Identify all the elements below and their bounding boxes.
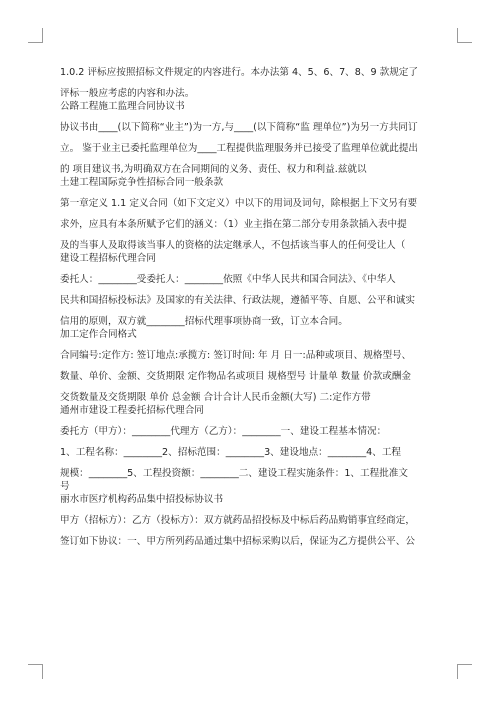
text-line: 签订如下协议：一、甲方所列药品通过集中招标采购以后，保证为乙方提供公平、公	[60, 536, 415, 547]
section-paragraph	[60, 273, 445, 328]
text-line: 委托人：________受委托人：________依照《中华人民共和国合同法》、《中华人	[60, 274, 396, 285]
section-title: 加工定作合同格式	[60, 329, 137, 340]
section-title: 公路工程施工监理合同协议书	[60, 101, 185, 112]
text-line: 交货数量及交货期限 单价 总金额 合计合计人民币金额(大写) 二:定作方带	[60, 392, 371, 403]
section-paragraph	[60, 514, 445, 548]
document-body	[60, 66, 445, 548]
text-line: 数量、单价、金额、交货期限 定作物品名或项目 规格型号 计量单 数量 价款或酬金	[60, 371, 412, 382]
text-line: 的 项目建议书,为明确双方在合同期间的义务、责任、权力和利益.兹就以	[60, 164, 367, 175]
text-line: 求外，应具有本条所赋予它们的涵义：（1）业主指在第二部分专用条款插入表中提	[60, 219, 407, 230]
text-line: 信用的原则，双方就________招标代理事项协商一致，订立本合同。	[60, 316, 348, 327]
text-line: 1.0.2 评标应按照招标文件规定的内容进行。本办法第 4、5、6、7、8、9 款规定了	[60, 67, 418, 78]
section-title: 通州市建设工程委托招标代理合同	[60, 405, 204, 416]
text-line: 评标一般应考虑的内容和办法。	[60, 88, 195, 99]
section-title: 土建工程国际竞争性招标合同一般条款	[60, 177, 224, 188]
text-line: 及的当事人及取得该当事人的资格的法定继承人，不包括该当事人的任何受让人（	[60, 240, 406, 251]
intro-paragraph	[60, 66, 445, 100]
text-line: 1、工程名称：________2、招标范围：________3、建设地点：________4、工程	[60, 447, 402, 458]
section-title: 丽水市医疗机构药品集中招投标协议书	[60, 494, 224, 505]
section-title: 建设工程招标代理合同	[60, 253, 156, 264]
text-line: 号	[60, 481, 70, 492]
text-line: 甲方（招标方）：乙方（投标方）：双方就药品招投标及中标后药品购销事宜经商定，	[60, 515, 415, 526]
text-line: 民共和国招标投标法》及国家的有关法律、行政法规，遵循平等、自愿、公平和诚实	[60, 295, 415, 306]
section-paragraph	[60, 349, 445, 404]
crop-mark-bottom-left	[28, 664, 43, 679]
section-paragraph	[60, 425, 445, 493]
section-paragraph	[60, 121, 445, 176]
text-line: 委托方（甲方）：________代理方（乙方）：________一、建设工程基本情况：	[60, 426, 387, 437]
section-paragraph	[60, 197, 445, 252]
crop-mark-top-right	[457, 28, 472, 43]
crop-mark-bottom-right	[457, 664, 472, 679]
text-line: 第一章定义 1.1 定义合同（如下文定义）中以下的用词及词句，除根据上下文另有要	[60, 198, 418, 209]
text-line: 立。 鉴于业主已委托监理单位为____工程提供监理服务并已接受了监理单位就此提出	[60, 143, 419, 154]
text-line: 协议书由____(以下简称“业主”)为一方,与____(以下简称“监 理单位”)为另一方共同订	[60, 122, 418, 133]
crop-mark-top-left	[28, 28, 43, 43]
text-line: 合同编号:定作方: 签订地点:承揽方: 签订时间: 年 月 日一:品种或项目、规格型号、	[60, 350, 412, 361]
text-line: 规模：________5、工程投资额：________二、建设工程实施条件：1、工程批准文	[60, 468, 408, 479]
